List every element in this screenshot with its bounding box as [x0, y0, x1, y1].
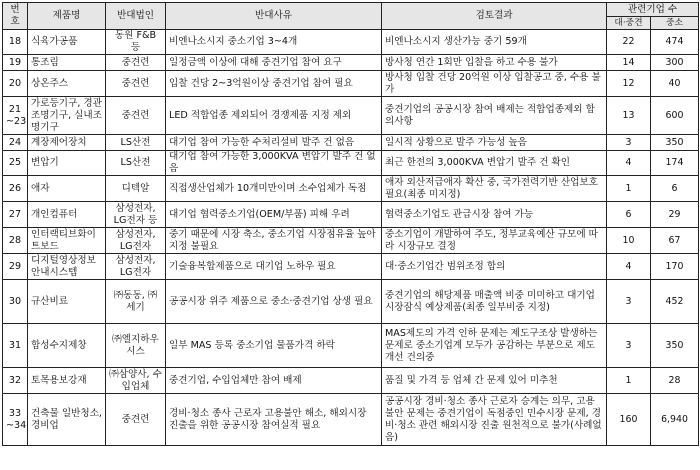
row-product: 통조림 — [28, 55, 106, 71]
row-product: 애자 — [28, 176, 106, 202]
row-opponent: ㈜삼양사, 수입업체 — [106, 368, 166, 394]
row-product: 건축물 일반청소, 경비업 — [28, 394, 106, 446]
row-opponent: 동원 F&B 등 — [106, 30, 166, 55]
row-large: 4 — [607, 254, 651, 280]
row-large: 14 — [607, 55, 651, 71]
table-row — [3, 71, 699, 97]
row-review: 애자 외산저급애자 확산 중, 국가전력기반 산업보호 필요(최종 미지정) — [382, 176, 607, 202]
row-opponent: 삼성전자, LG전자 — [106, 254, 166, 280]
row-small: 350 — [651, 324, 699, 368]
row-reason: 대기업 참여 가능한 수처리설비 발주 건 없음 — [166, 135, 382, 151]
table-row — [3, 394, 699, 446]
row-reason: 일부 MAS 등록 중소기업 물품가격 하락 — [166, 324, 382, 368]
row-large: 3 — [607, 324, 651, 368]
row-small: 67 — [651, 228, 699, 254]
row-review: 일시적 상황으로 발주 가능성 높음 — [382, 135, 607, 151]
row-reason: 대기업 참여 가능한 3,000KVA 변압기 발주 건 없음 — [166, 151, 382, 176]
row-reason: 일정금액 이상에 대해 중견기업 참여 요구 — [166, 55, 382, 71]
row-small: 170 — [651, 254, 699, 280]
row-opponent: 중견련 — [106, 394, 166, 446]
row-opponent: 삼성전자, LG전자 등 — [106, 202, 166, 228]
row-large: 1 — [607, 176, 651, 202]
row-small: 300 — [651, 55, 699, 71]
row-large: 3 — [607, 135, 651, 151]
row-reason: 경비·청소 종사 근로자 고용불안 해소, 해외시장 진출을 위한 공공시장 참여실적 필요 — [166, 394, 382, 446]
row-review: 최근 한전의 3,000KVA 변압기 발주 건 확인 — [382, 151, 607, 176]
table-row — [3, 324, 699, 368]
row-large: 4 — [607, 151, 651, 176]
header-small-mid: 중소 — [651, 17, 699, 30]
row-product: 상온주스 — [28, 71, 106, 97]
row-opponent: 중견련 — [106, 97, 166, 135]
row-no: 27 — [3, 202, 28, 228]
row-small: 6,940 — [651, 394, 699, 446]
row-review: 중견기업의 공공시장 참여 배제는 적합업종제외 합의사항 — [382, 97, 607, 135]
row-large: 6 — [607, 202, 651, 228]
row-small: 350 — [651, 135, 699, 151]
row-product: 개인컴퓨터 — [28, 202, 106, 228]
review-table — [2, 2, 699, 446]
row-no: 28 — [3, 228, 28, 254]
row-large: 3 — [607, 280, 651, 324]
row-large: 22 — [607, 30, 651, 55]
row-no: 19 — [3, 55, 28, 71]
row-product: 변압기 — [28, 151, 106, 176]
header-review: 검토결과 — [382, 3, 607, 30]
row-review: 비엔나소시지 생산가능 중기 59개 — [382, 30, 607, 55]
row-reason: LED 적합업종 제외되어 경쟁제품 지정 제외 — [166, 97, 382, 135]
row-no: 25 — [3, 151, 28, 176]
header-product: 제품명 — [28, 3, 106, 30]
row-large: 160 — [607, 394, 651, 446]
row-product: 규산비료 — [28, 280, 106, 324]
row-small: 474 — [651, 30, 699, 55]
table-row — [3, 202, 699, 228]
row-review: MAS제도의 가격 인하 문제는 제도구조상 발생하는 문제로 중소기업계 모두가 공감하는 부분으로 제도개선 건의중 — [382, 324, 607, 368]
row-opponent: LS산전 — [106, 135, 166, 151]
row-reason: 중기 때문에 시장 축소, 중소기업 시장점유율 높아 지정 불필요 — [166, 228, 382, 254]
row-no: 20 — [3, 71, 28, 97]
table-row — [3, 368, 699, 394]
row-large: 12 — [607, 71, 651, 97]
table-row — [3, 254, 699, 280]
row-reason: 공공시장 위주 제품으로 중소·중견기업 상생 필요 — [166, 280, 382, 324]
row-product: 합성수지제창 — [28, 324, 106, 368]
row-no: 33 ~34 — [3, 394, 28, 446]
row-small: 6 — [651, 176, 699, 202]
row-product: 식육가공품 — [28, 30, 106, 55]
row-large: 1 — [607, 368, 651, 394]
table-row — [3, 228, 699, 254]
row-review: 방사청 연간 1회만 입찰을 하고 수용 불가 — [382, 55, 607, 71]
row-small: 174 — [651, 151, 699, 176]
header-reason: 반대사유 — [166, 3, 382, 30]
row-product: 계장제어장치 — [28, 135, 106, 151]
row-reason: 대기업 협력중소기업(OEM/부품) 피해 우려 — [166, 202, 382, 228]
row-review: 대·중소기업간 범위조정 합의 — [382, 254, 607, 280]
row-opponent: ㈜동동, ㈜세기 — [106, 280, 166, 324]
table-row — [3, 30, 699, 55]
row-opponent: 중견련 — [106, 55, 166, 71]
table-row — [3, 135, 699, 151]
table-row — [3, 280, 699, 324]
row-no: 18 — [3, 30, 28, 55]
header-row — [3, 3, 699, 17]
row-no: 32 — [3, 368, 28, 394]
header-large-mid: 대·중견 — [607, 17, 651, 30]
row-review: 공공시장 경비·청소 종사 근로자 승계는 의무, 고용불안 문제는 중견기업이 독점중인 민수시장 문제, 경비·청소 관련 해외시장 진출 원천적으로 불가(사례없음) — [382, 394, 607, 446]
row-product: 디지털영상정보안내시스템 — [28, 254, 106, 280]
row-opponent: 중견련 — [106, 71, 166, 97]
row-no: 30 — [3, 280, 28, 324]
row-small: 452 — [651, 280, 699, 324]
row-no: 31 — [3, 324, 28, 368]
row-large: 10 — [607, 228, 651, 254]
table-row — [3, 151, 699, 176]
row-no: 29 — [3, 254, 28, 280]
row-reason: 직접생산업체가 10개미만이며 소수업체가 독점 — [166, 176, 382, 202]
row-reason: 중견기업, 수입업체만 참여 배제 — [166, 368, 382, 394]
row-large: 13 — [607, 97, 651, 135]
row-small: 29 — [651, 202, 699, 228]
row-review: 방사청 입찰 건당 20억원 이상 입찰공고 중, 수용 불가 — [382, 71, 607, 97]
row-review: 협력중소기업도 관급시장 참여 가능 — [382, 202, 607, 228]
row-no: 26 — [3, 176, 28, 202]
header-related: 관련기업 수 — [607, 3, 699, 17]
row-small: 40 — [651, 71, 699, 97]
row-opponent: 디텍알 — [106, 176, 166, 202]
row-product: 가로등기구, 경관조명기구, 실내조명기구 — [28, 97, 106, 135]
table-row — [3, 97, 699, 135]
row-no: 24 — [3, 135, 28, 151]
header-no: 번호 — [3, 3, 28, 30]
row-opponent: ㈜엘지하우시스 — [106, 324, 166, 368]
row-reason: 기술융복합제품으로 대기업 노하우 필요 — [166, 254, 382, 280]
row-reason: 비엔나소시지 중소기업 3~4개 — [166, 30, 382, 55]
row-review: 중소기업이 개발하여 주도, 정부교육예산 규모에 따라 시장규모 결정 — [382, 228, 607, 254]
table-row — [3, 55, 699, 71]
row-small: 600 — [651, 97, 699, 135]
row-small: 28 — [651, 368, 699, 394]
table-row — [3, 176, 699, 202]
row-product: 토목용보강재 — [28, 368, 106, 394]
row-no: 21 ~23 — [3, 97, 28, 135]
row-review: 품질 및 가격 등 업체 간 문제 있어 미추천 — [382, 368, 607, 394]
row-review: 중견기업의 해당제품 매출액 비중 미미하고 대기업 시장잠식 예상제품(최종 일부비중 지정) — [382, 280, 607, 324]
row-opponent: 삼성전자, LG전자 — [106, 228, 166, 254]
row-product: 인터랙티브화이트보드 — [28, 228, 106, 254]
row-opponent: LS산전 — [106, 151, 166, 176]
row-reason: 입찰 건당 2~3억원이상 중견기업 참여 필요 — [166, 71, 382, 97]
header-opponent: 반대법인 — [106, 3, 166, 30]
